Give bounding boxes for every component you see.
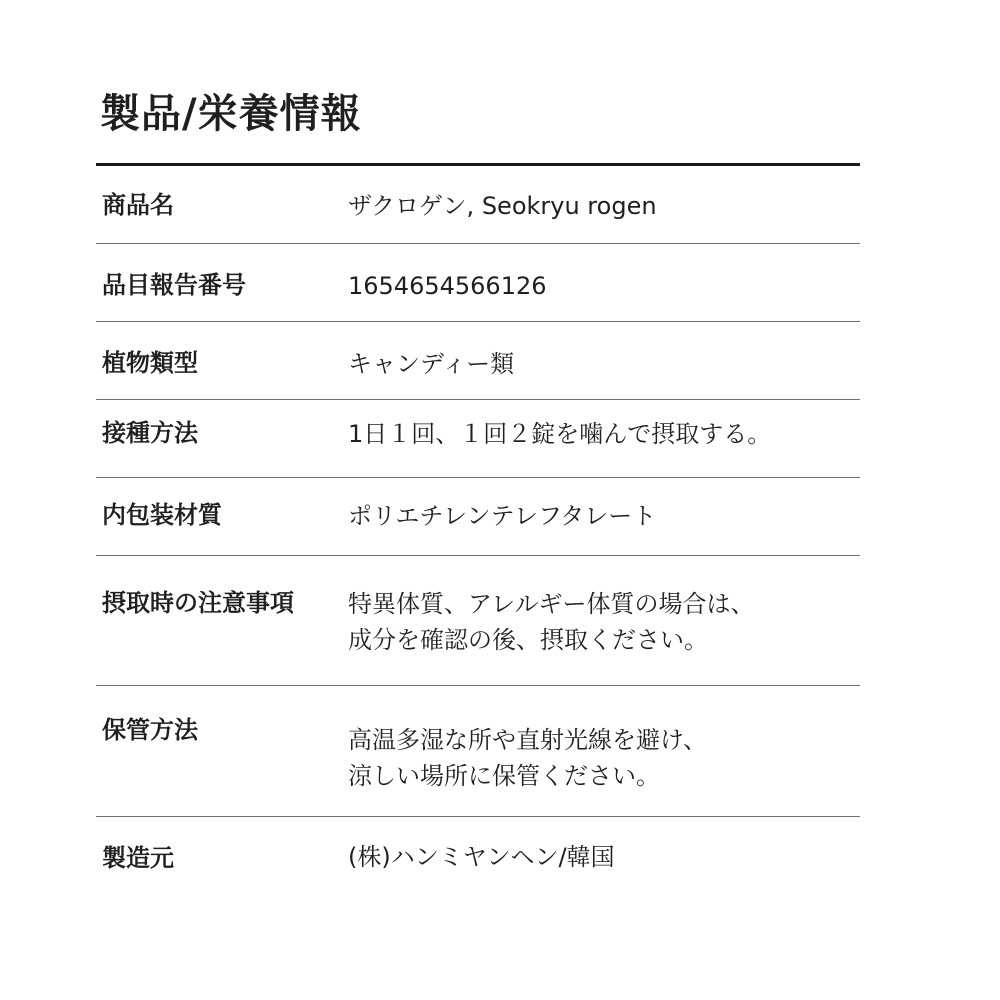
table-row-product-name <box>96 166 860 244</box>
table-row-storage-method <box>96 686 860 817</box>
value-line: 成分を確認の後、摂取ください。 <box>348 626 708 654</box>
table-row-report-number <box>96 244 860 322</box>
row-label: 摂取時の注意事項 <box>102 589 294 617</box>
value-line: 特異体質、アレルギー体質の場合は、 <box>348 590 755 618</box>
row-value <box>348 498 656 534</box>
row-value <box>348 416 771 452</box>
page-title: 製品/栄養情報 <box>100 91 362 137</box>
table-row-packaging-material <box>96 478 860 556</box>
row-label: 品目報告番号 <box>102 271 246 299</box>
value-line: ポリエチレンテレフタレート <box>348 502 657 530</box>
row-label: 製造元 <box>102 844 174 872</box>
value-line: キャンディー類 <box>348 350 515 378</box>
row-value <box>348 586 754 658</box>
value-line: 1日１回、１回２錠を噛んで摂取する。 <box>348 420 772 448</box>
row-label: 内包装材質 <box>102 501 222 529</box>
table-row-intake-method <box>96 400 860 478</box>
product-info-table <box>96 166 860 897</box>
row-label: 植物類型 <box>102 349 198 377</box>
value-line: 高温多湿な所や直射光線を避け、 <box>348 726 708 754</box>
value-line: ザクロゲン, Seokryu rogen <box>348 192 657 220</box>
row-value <box>348 839 615 875</box>
table-row-precautions <box>96 556 860 686</box>
row-value <box>348 722 707 794</box>
value-line: 1654654566126 <box>348 272 547 300</box>
table-row-manufacturer <box>96 817 860 897</box>
value-line: (株)ハンミヤンヘン/韓国 <box>348 843 615 871</box>
value-line: 涼しい場所に保管ください。 <box>348 762 660 790</box>
table-row-plant-type <box>96 322 860 400</box>
row-label: 保管方法 <box>102 716 198 744</box>
row-label: 接種方法 <box>102 419 198 447</box>
row-value <box>348 188 657 224</box>
row-label: 商品名 <box>102 191 174 219</box>
row-value <box>348 346 514 382</box>
row-value <box>348 268 547 304</box>
